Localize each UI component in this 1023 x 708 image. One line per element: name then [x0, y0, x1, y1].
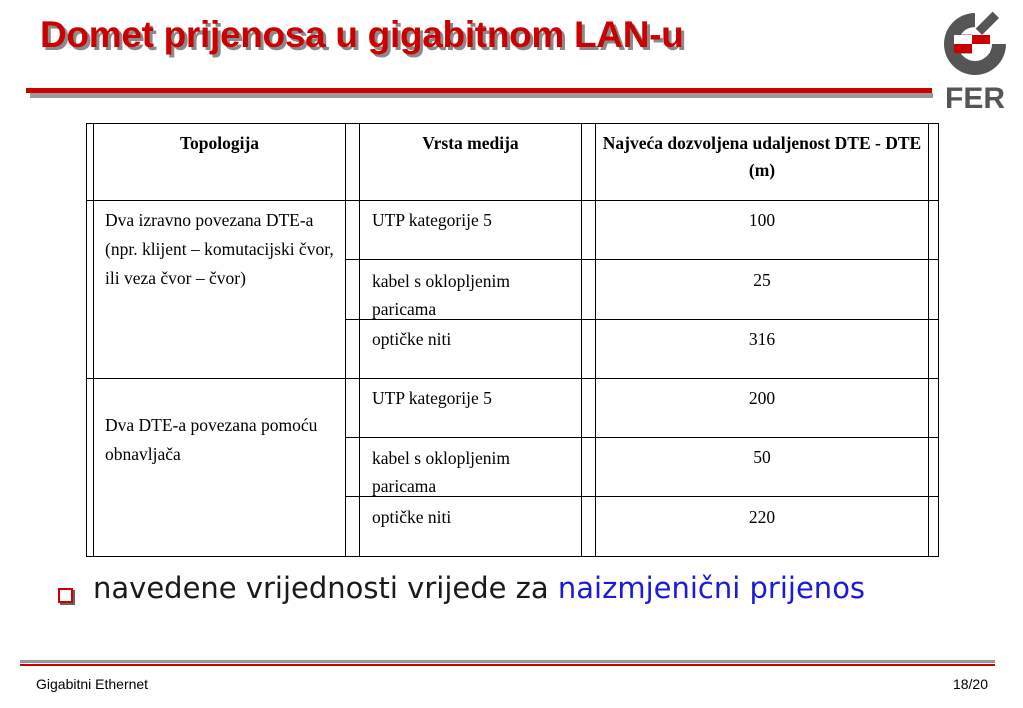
topology-cell: Dva izravno povezana DTE-a (npr. klijent – komutacijski čvor, ili veza čvor – čvor): [105, 210, 334, 288]
page-number: 18/20: [952, 676, 988, 692]
bullet-plain: navedene vrijednosti vrijede za: [93, 571, 558, 605]
bullet-text: [93, 569, 973, 607]
medium-cell: kabel s oklopljenim paricama: [372, 448, 511, 496]
distance-cell: 50: [753, 447, 771, 467]
topology-cell: Dva DTE-a povezana pomoću obnavljača: [105, 415, 318, 464]
medium-cell: optičke niti: [372, 329, 452, 349]
distance-cell: 220: [748, 507, 776, 527]
medium-cell: kabel s oklopljenim paricama: [372, 271, 511, 319]
medium-cell: optičke niti: [372, 507, 452, 527]
medium-cell: UTP kategorije 5: [372, 210, 492, 230]
distance-cell: 200: [748, 388, 776, 408]
distance-cell: 100: [748, 210, 776, 230]
distance-cell: 316: [748, 329, 776, 349]
title-rule-shadow: [30, 93, 938, 98]
distance-cell: 25: [753, 270, 771, 290]
footer-title: Gigabitni Ethernet: [36, 676, 149, 692]
fer-logo: [930, 8, 1020, 113]
bullet-highlight: naizmjenični prijenos: [557, 571, 866, 605]
bullet-square-icon: [58, 588, 73, 603]
medium-cell: UTP kategorije 5: [372, 388, 492, 408]
header-topology: Topologija: [179, 133, 260, 153]
range-table: [86, 123, 939, 557]
header-distance: Najveća dozvoljena udaljenost DTE - DTE (m): [602, 133, 922, 180]
footer-rule: [20, 664, 995, 666]
title-rule: [26, 88, 932, 93]
footer-rule-shadow: [20, 660, 995, 663]
header-medium: Vrsta medija: [422, 133, 519, 153]
logo-text: FER: [945, 82, 1005, 113]
slide-title: Domet prijenosa u gigabitnom LAN-u: [40, 14, 684, 55]
